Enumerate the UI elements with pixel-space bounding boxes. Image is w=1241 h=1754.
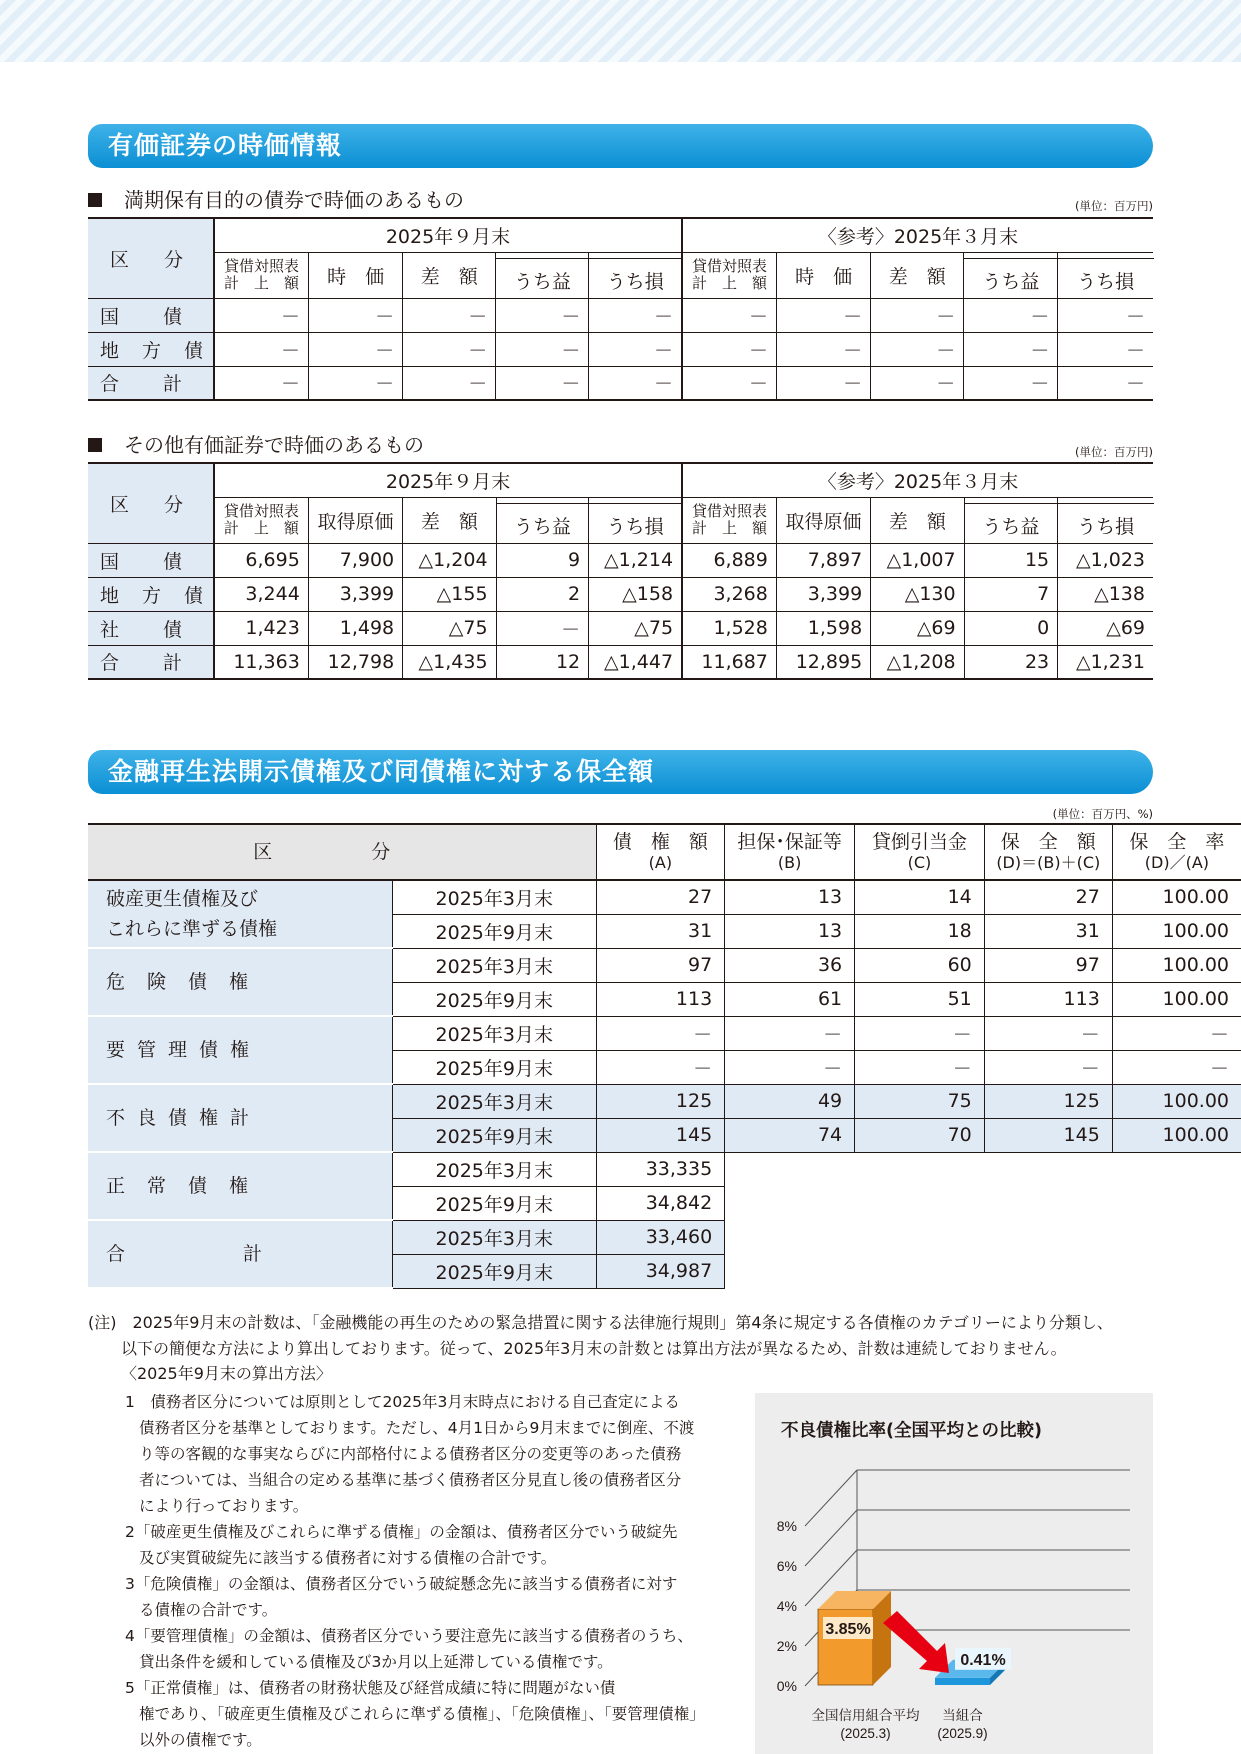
- cell: －: [214, 366, 309, 400]
- row-label: 地 方 債: [88, 332, 214, 366]
- cell: 7,900: [308, 543, 402, 577]
- table-row: [88, 577, 1153, 611]
- row-label: 国 債: [88, 298, 214, 332]
- cell: －: [214, 298, 309, 332]
- section-banner-npl: 金融再生法開示債権及び同債権に対する保全額: [88, 750, 1153, 794]
- category-substandard: 要管理債権: [88, 1016, 393, 1084]
- cell: 9: [496, 543, 589, 577]
- cell: －: [403, 332, 496, 366]
- cell: －: [1058, 298, 1153, 332]
- cell: 31: [984, 914, 1112, 948]
- table-row: [88, 543, 1153, 577]
- header-kubun: 区 分: [88, 218, 214, 298]
- header-stripe: [0, 0, 1241, 62]
- cell: 31: [596, 914, 725, 948]
- row-date: 2025年9月末: [393, 1186, 597, 1220]
- cell: －: [589, 366, 682, 400]
- cell: 11,687: [682, 645, 776, 679]
- cell: 3,399: [776, 577, 870, 611]
- cell: 100.00: [1112, 880, 1241, 914]
- header-coverage-ratio: 保 全 率 (D)／(A): [1112, 824, 1241, 880]
- cell: 33,460: [596, 1220, 725, 1254]
- table-row: [88, 366, 1153, 400]
- x-category-label: 当組合: [942, 1708, 983, 1723]
- cell: 11,363: [214, 645, 308, 679]
- header-loss-ref: うち損: [1058, 497, 1153, 543]
- note-line: (注) 2025年9月末の計数は、「金融機能の再生のための緊急措置に関する法律施行規則」第4条に規定する各債権のカテゴリーにより分類し、: [88, 1313, 1113, 1332]
- cell: 1,598: [776, 611, 870, 645]
- cell: △1,447: [589, 645, 682, 679]
- cell: 7: [964, 577, 1058, 611]
- cell: 13: [725, 880, 855, 914]
- table-row: [88, 880, 1241, 914]
- cell: －: [964, 366, 1058, 400]
- cell: △138: [1058, 577, 1153, 611]
- cell: 2: [496, 577, 589, 611]
- x-category-sub-label: (2025.3): [840, 1726, 891, 1741]
- header-gain: うち益: [496, 252, 589, 298]
- row-date: 2025年9月末: [393, 1118, 597, 1152]
- cell: 100.00: [1112, 948, 1241, 982]
- cell: －: [496, 366, 589, 400]
- cell: 1,498: [308, 611, 402, 645]
- cell: 125: [984, 1084, 1112, 1118]
- header-period-current: 2025年９月末: [214, 218, 682, 252]
- cell: －: [855, 1050, 985, 1084]
- cell: 1,528: [682, 611, 776, 645]
- cell: －: [1058, 332, 1153, 366]
- table-other: [88, 462, 1153, 680]
- cell: －: [682, 366, 777, 400]
- header-difference-ref: 差 額: [871, 497, 964, 543]
- cell: －: [1112, 1016, 1241, 1050]
- cell: 0: [964, 611, 1058, 645]
- cell: －: [309, 298, 403, 332]
- empty-cell: [725, 1220, 1241, 1254]
- row-date: 2025年3月末: [393, 948, 597, 982]
- y-tick-label: 2%: [776, 1638, 797, 1654]
- header-acquisition-cost: 取得原価: [308, 497, 402, 543]
- cell: 18: [855, 914, 985, 948]
- header-bs-amount-ref: 貸借対照表 計 上 額: [682, 497, 776, 543]
- cell: 74: [725, 1118, 855, 1152]
- cell: 97: [596, 948, 725, 982]
- cell: △75: [589, 611, 682, 645]
- cell: △1,435: [403, 645, 496, 679]
- note-line: 〈2025年9月末の算出方法〉: [121, 1364, 332, 1383]
- note-item: 3「危険債権」の金額は、債務者区分でいう破綻懸念先に該当する債務者に対す る債権の合計です。: [125, 1575, 678, 1619]
- cell: 34,842: [596, 1186, 725, 1220]
- chart-svg: [755, 1393, 1153, 1754]
- cell: 1,423: [214, 611, 308, 645]
- table-row: [88, 1016, 1241, 1050]
- unit-label-htm: (単位：百万円): [1075, 199, 1153, 213]
- row-date: 2025年3月末: [393, 1084, 597, 1118]
- cell: 75: [855, 1084, 985, 1118]
- cell: △69: [871, 611, 964, 645]
- header-bs-amount: 貸借対照表 計 上 額: [214, 252, 309, 298]
- cell: －: [596, 1050, 725, 1084]
- row-date: 2025年9月末: [393, 982, 597, 1016]
- cell: 113: [984, 982, 1112, 1016]
- row-date: 2025年3月末: [393, 1220, 597, 1254]
- cell: △1,204: [403, 543, 496, 577]
- row-label: 合 計: [88, 366, 214, 400]
- unit-label-other: (単位：百万円): [1075, 445, 1153, 459]
- note-line: 以下の簡便な方法により算出しております。従って、2025年3月末の計数とは算出方法が異なるため、計数は連続しておりません。: [121, 1338, 1067, 1358]
- y-tick-label: 8%: [776, 1518, 797, 1534]
- header-gain: うち益: [496, 497, 589, 543]
- cell: △1,231: [1058, 645, 1153, 679]
- cell: 145: [596, 1118, 725, 1152]
- cell: 49: [725, 1084, 855, 1118]
- cell: －: [725, 1050, 855, 1084]
- row-label: 合 計: [88, 645, 214, 679]
- header-bs-amount-ref: 貸借対照表 計 上 額: [682, 252, 777, 298]
- table-row: [88, 645, 1153, 679]
- header-loss: うち損: [589, 252, 682, 298]
- cell: 3,244: [214, 577, 308, 611]
- subhead-other-text: その他有価証券で時価のあるもの: [124, 433, 424, 457]
- cell: －: [596, 1016, 725, 1050]
- cell: △69: [1058, 611, 1153, 645]
- note-item: 4「要管理債権」の金額は、債務者区分でいう要注意先に該当する債務者のうち、 貸出条件を緩和している債権及び3か月以上延滞している債権です。: [125, 1627, 693, 1671]
- cell: 12: [496, 645, 589, 679]
- header-kubun: 区 分: [88, 824, 596, 880]
- subhead-htm: [88, 184, 464, 213]
- cell: 100.00: [1112, 914, 1241, 948]
- note-item: 2「破産更生債権及びこれらに準ずる債権」の金額は、債務者区分でいう破綻先 及び実質破綻先に該当する債務者に対する債権の合計です。: [125, 1523, 678, 1567]
- cell: 36: [725, 948, 855, 982]
- cell: △1,214: [589, 543, 682, 577]
- down-arrow-icon: [883, 1611, 949, 1673]
- cell: 145: [984, 1118, 1112, 1152]
- y-tick-label: 6%: [776, 1558, 797, 1574]
- cell: －: [984, 1050, 1112, 1084]
- note-item: 1 債務者区分については原則として2025年3月末時点における自己査定による 債務者区分を基準としております。ただし、4月1日から9月末までに倒産、不渡 り等の客観的な事実ならびに内部格付による債務者区分の変更等のあった債務 者については、当組合の定める基準に基づく債務者区分見直し後の債務者区分 により行っております。: [125, 1393, 695, 1515]
- x-category-label: 全国信用組合平均: [811, 1708, 920, 1723]
- row-date: 2025年3月末: [393, 880, 597, 914]
- header-market-price: 時 価: [309, 252, 403, 298]
- table-htm: [88, 217, 1153, 401]
- header-loss-ref: うち損: [1058, 252, 1153, 298]
- cell: －: [777, 332, 871, 366]
- cell: 61: [725, 982, 855, 1016]
- header-period-current: 2025年９月末: [214, 463, 682, 497]
- cell: 113: [596, 982, 725, 1016]
- cell: －: [403, 298, 496, 332]
- table-row: [88, 1220, 1241, 1254]
- y-tick-label: 4%: [776, 1598, 797, 1614]
- cell: △1,007: [871, 543, 964, 577]
- cell: 12,895: [776, 645, 870, 679]
- cell: －: [777, 366, 871, 400]
- y-tick-label: 0%: [776, 1678, 797, 1694]
- cell: 70: [855, 1118, 985, 1152]
- cell: 97: [984, 948, 1112, 982]
- row-date: 2025年9月末: [393, 914, 597, 948]
- header-gain-ref: うち益: [964, 252, 1058, 298]
- notes-intro: [88, 1310, 1158, 1387]
- cell: △130: [871, 577, 964, 611]
- cell: 100.00: [1112, 1118, 1241, 1152]
- cell: －: [309, 366, 403, 400]
- cell: △75: [403, 611, 496, 645]
- header-allowance: 貸倒引当金 (C): [855, 824, 985, 880]
- cell: 27: [596, 880, 725, 914]
- table-row: [88, 611, 1153, 645]
- cell: －: [589, 332, 682, 366]
- header-kubun: 区 分: [88, 463, 214, 543]
- empty-cell: [725, 1254, 1241, 1288]
- cell: －: [1112, 1050, 1241, 1084]
- row-date: 2025年9月末: [393, 1050, 597, 1084]
- cell: 3,268: [682, 577, 776, 611]
- cell: 60: [855, 948, 985, 982]
- row-label: 社 債: [88, 611, 214, 645]
- header-claim-amount: 債 権 額 (A): [596, 824, 725, 880]
- cell: 51: [855, 982, 985, 1016]
- value-label: 0.41%: [960, 1651, 1006, 1669]
- cell: －: [309, 332, 403, 366]
- category-npl-total: 不良債権計: [88, 1084, 393, 1152]
- cell: －: [964, 298, 1058, 332]
- table-npl: [88, 823, 1241, 1289]
- row-label: 国 債: [88, 543, 214, 577]
- cell: 13: [725, 914, 855, 948]
- header-bs-amount: 貸借対照表 計 上 額: [214, 497, 308, 543]
- cell: 34,987: [596, 1254, 725, 1288]
- header-period-reference: 〈参考〉2025年３月末: [682, 463, 1153, 497]
- cell: 6,889: [682, 543, 776, 577]
- unit-label-npl: (単位：百万円、%): [1052, 807, 1153, 821]
- cell: －: [871, 298, 964, 332]
- bullet-square-icon: [88, 193, 102, 207]
- cell: △155: [403, 577, 496, 611]
- category-doubtful: 危険債権: [88, 948, 393, 1016]
- cell: －: [496, 611, 589, 645]
- cell: 100.00: [1112, 982, 1241, 1016]
- cell: －: [984, 1016, 1112, 1050]
- value-label: 3.85%: [825, 1621, 871, 1638]
- header-difference: 差 額: [403, 497, 496, 543]
- cell: －: [871, 366, 964, 400]
- note-item: 5「正常債権」は、債務者の財務状態及び経営成績に特に問題がない債 権であり、「破産更生債権及びこれらに準ずる債権」、「危険債権」、「要管理債権」 以外の債権です。: [125, 1679, 705, 1749]
- header-collateral: 担保･保証等 (B): [725, 824, 855, 880]
- header-coverage-amount: 保 全 額 (D)＝(B)＋(C): [984, 824, 1112, 880]
- cell: －: [496, 332, 589, 366]
- row-date: 2025年3月末: [393, 1152, 597, 1186]
- category-bankrupt: 破産更生債権及び これらに準ずる債権: [88, 880, 393, 948]
- cell: △1,023: [1058, 543, 1153, 577]
- bar-front: [935, 1678, 990, 1685]
- header-difference-ref: 差 額: [871, 252, 964, 298]
- empty-cell: [725, 1186, 1241, 1220]
- npl-ratio-chart: [755, 1393, 1153, 1754]
- gridline-diagonal: [805, 1510, 857, 1566]
- row-date: 2025年3月末: [393, 1016, 597, 1050]
- row-date: 2025年9月末: [393, 1254, 597, 1288]
- cell: 125: [596, 1084, 725, 1118]
- cell: －: [682, 298, 777, 332]
- subhead-other: [88, 429, 424, 458]
- cell: －: [871, 332, 964, 366]
- cell: －: [214, 332, 309, 366]
- cell: －: [855, 1016, 985, 1050]
- row-label: 地 方 債: [88, 577, 214, 611]
- category-grand-total: 合計: [88, 1220, 393, 1288]
- cell: 7,897: [776, 543, 870, 577]
- chart-title: 不良債権比率(全国平均との比較): [781, 1421, 1042, 1441]
- empty-cell: [725, 1152, 1241, 1186]
- cell: －: [682, 332, 777, 366]
- header-market-price-ref: 時 価: [777, 252, 871, 298]
- header-loss: うち損: [589, 497, 682, 543]
- cell: △158: [589, 577, 682, 611]
- cell: 100.00: [1112, 1084, 1241, 1118]
- cell: －: [496, 298, 589, 332]
- table-row: [88, 1084, 1241, 1118]
- cell: －: [589, 298, 682, 332]
- table-row: [88, 332, 1153, 366]
- cell: －: [725, 1016, 855, 1050]
- cell: 14: [855, 880, 985, 914]
- cell: 3,399: [308, 577, 402, 611]
- table-row: [88, 1152, 1241, 1186]
- cell: －: [403, 366, 496, 400]
- subhead-htm-text: 満期保有目的の債券で時価のあるもの: [124, 188, 464, 212]
- cell: 27: [984, 880, 1112, 914]
- header-gain-ref: うち益: [964, 497, 1058, 543]
- cell: －: [1058, 366, 1153, 400]
- cell: 15: [964, 543, 1058, 577]
- table-row: [88, 298, 1153, 332]
- header-difference: 差 額: [403, 252, 496, 298]
- cell: 6,695: [214, 543, 308, 577]
- bullet-square-icon: [88, 438, 102, 452]
- cell: 33,335: [596, 1152, 725, 1186]
- cell: △1,208: [871, 645, 964, 679]
- cell: 12,798: [308, 645, 402, 679]
- cell: 23: [964, 645, 1058, 679]
- cell: －: [964, 332, 1058, 366]
- table-row: [88, 948, 1241, 982]
- header-period-reference: 〈参考〉2025年３月末: [682, 218, 1153, 252]
- notes-method-list: [125, 1389, 745, 1753]
- x-category-sub-label: (2025.9): [937, 1726, 988, 1741]
- header-acquisition-cost-ref: 取得原価: [776, 497, 870, 543]
- category-normal: 正常債権: [88, 1152, 393, 1220]
- gridline-diagonal: [805, 1470, 857, 1526]
- cell: －: [777, 298, 871, 332]
- section-banner-securities: 有価証券の時価情報: [88, 124, 1153, 168]
